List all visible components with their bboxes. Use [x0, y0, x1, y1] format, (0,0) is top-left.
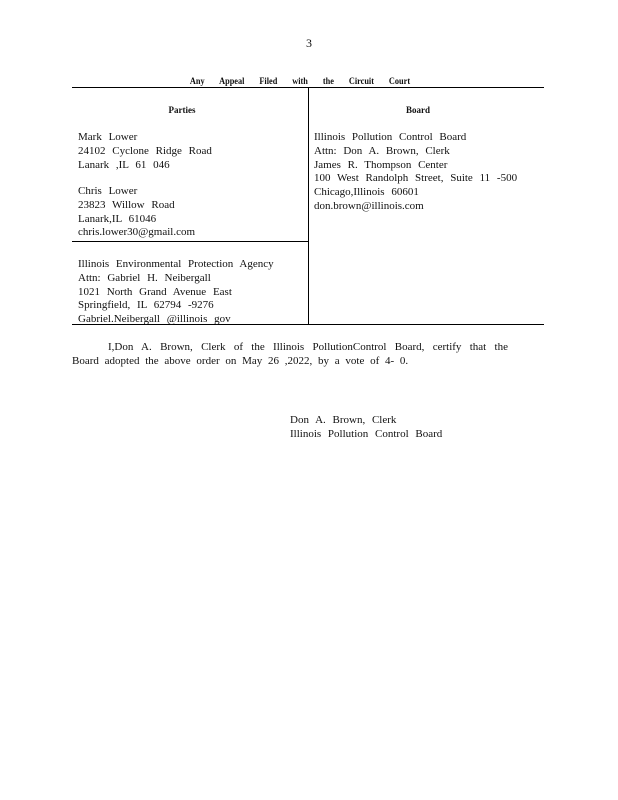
agency-name: Illinois Environmental Protection Agency — [78, 258, 274, 270]
party-email: chris.lower30@gmail.com — [78, 226, 196, 239]
party-chris-lower — [78, 185, 195, 240]
board-attn: Attn: Don A. Brown, Clerk — [314, 144, 450, 157]
party-name: Chris Lower — [78, 185, 138, 197]
board-address-line: Chicago,Illinois 60601 — [314, 186, 419, 199]
party-iepa — [78, 258, 274, 327]
agency-email: Gabriel.Neibergall @illinois gov — [78, 313, 231, 326]
board-name: Illinois Pollution Control Board — [314, 131, 467, 143]
party-address-line: Lanark,IL 61046 — [78, 212, 157, 225]
board-column-header: Board — [405, 105, 430, 115]
agency-attn: Attn: Gabriel H. Neibergall — [78, 271, 211, 284]
party-address-line: Lanark ,IL 61 046 — [78, 158, 170, 171]
board-address — [314, 131, 517, 214]
page-number: 3 — [306, 36, 312, 50]
certification-paragraph: I,Don A. Brown, Clerk of the Illinois PollutionControl Board, certify that the Board adopted the above order on May 26 ,2022, by a vote of 4- 0. — [72, 341, 508, 367]
party-address-line: 23823 Willow Road — [78, 198, 175, 211]
service-list-table — [72, 87, 544, 325]
board-address-line: James R. Thompson Center — [314, 158, 448, 171]
party-mark-lower — [78, 131, 212, 172]
party-name: Mark Lower — [78, 131, 138, 143]
board-address-line: 100 West Randolph Street, Suite 11 -500 — [314, 172, 518, 185]
agency-address-line: Springfield, IL 62794 -9276 — [78, 299, 214, 312]
board-email: don.brown@illinois.com — [314, 199, 424, 212]
parties-column-header: Parties — [168, 105, 196, 115]
column-divider — [308, 88, 309, 324]
party-address-line: 24102 Cyclone Ridge Road — [78, 144, 212, 157]
signature-name: Don A. Brown, Clerk — [290, 414, 397, 426]
appeal-heading: Any Appeal Filed with the Circuit Court — [189, 76, 411, 86]
agency-address-line: 1021 North Grand Avenue East — [78, 285, 232, 298]
row-divider — [72, 241, 308, 242]
signature-org: Illinois Pollution Control Board — [290, 427, 443, 440]
signature-block — [290, 414, 442, 441]
